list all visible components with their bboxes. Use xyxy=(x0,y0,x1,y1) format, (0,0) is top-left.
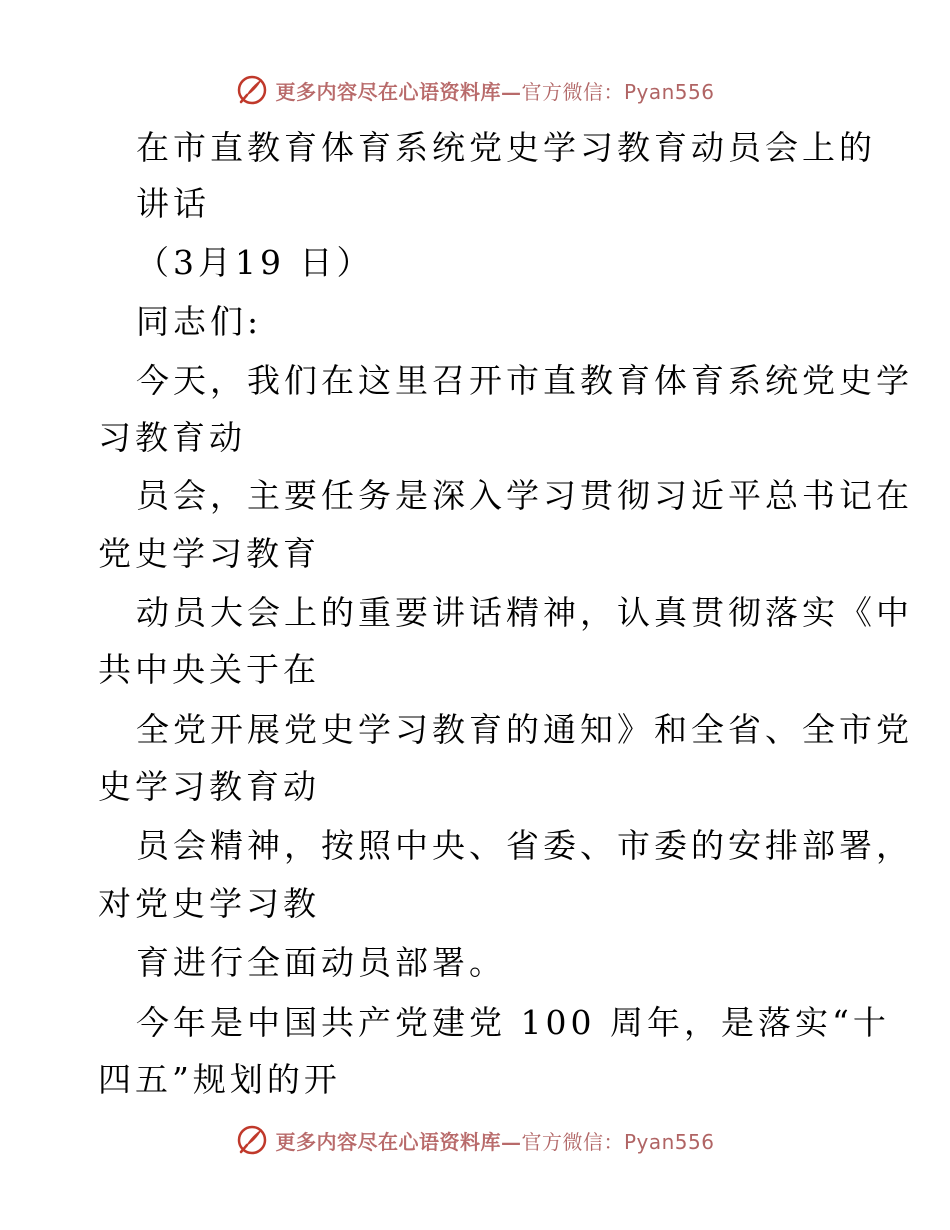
document-title-line-1: 在市直教育体育系统党史学习教育动员会上的 xyxy=(136,128,876,167)
body-line: 动员大会上的重要讲话精神，认真贯彻落实《中 xyxy=(136,593,913,632)
body-line: 员会精神，按照中央、省委、市委的安排部署， xyxy=(136,826,913,865)
header-banner xyxy=(0,70,950,110)
header-banner-text: 更多内容尽在心语资料库—官方微信：Pyan556 xyxy=(275,79,715,104)
body-line: 习教育动 xyxy=(98,418,246,457)
body-line: 党史学习教育 xyxy=(98,534,320,573)
document-title-line-2: 讲话 xyxy=(136,184,210,223)
body-line: 共中央关于在 xyxy=(98,650,320,689)
footer-banner xyxy=(0,1120,950,1160)
document-date: （3月19 日） xyxy=(136,243,374,282)
body-line: 四五”规划的开 xyxy=(98,1060,341,1099)
salutation: 同志们: xyxy=(136,302,263,341)
body-line: 育进行全面动员部署。 xyxy=(136,943,506,982)
footer-banner-text: 更多内容尽在心语资料库—官方微信：Pyan556 xyxy=(275,1129,715,1154)
body-line: 员会，主要任务是深入学习贯彻习近平总书记在 xyxy=(136,476,913,515)
quill-logo-icon xyxy=(235,73,269,107)
body-line: 今天，我们在这里召开市直教育体育系统党史学 xyxy=(136,361,913,400)
body-line: 对党史学习教 xyxy=(98,884,320,923)
body-line: 今年是中国共产党建党 100 周年，是落实“十 xyxy=(136,1003,890,1042)
body-line: 史学习教育动 xyxy=(98,767,320,806)
quill-logo-icon xyxy=(235,1123,269,1157)
body-line: 全党开展党史学习教育的通知》和全省、全市党 xyxy=(136,710,913,749)
